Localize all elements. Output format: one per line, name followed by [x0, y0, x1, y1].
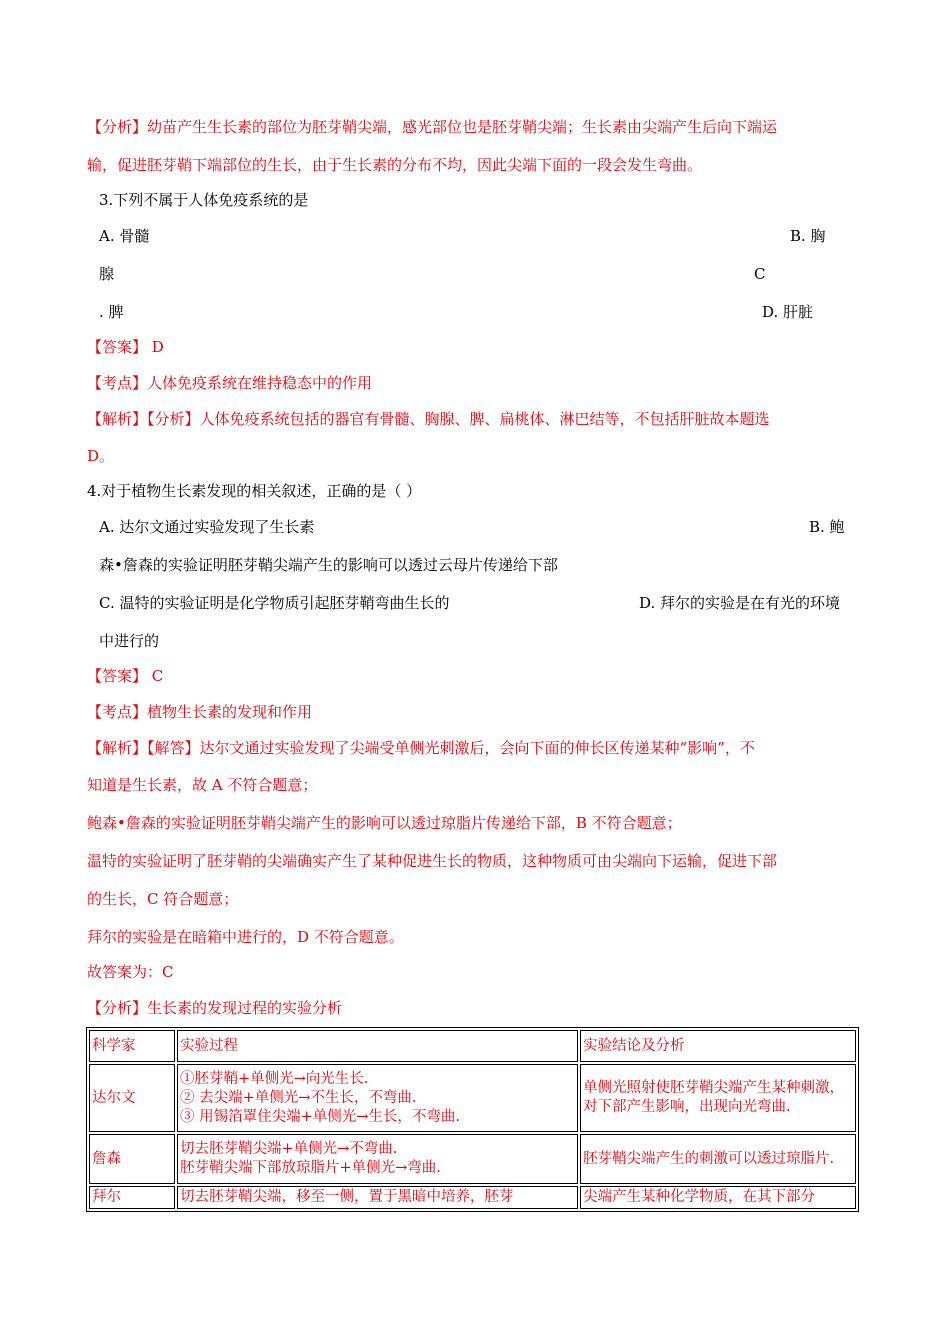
- process-step: ①胚芽鞘+单侧光→向光生长.: [180, 1070, 369, 1087]
- q4-knowledge-point: 【考点】植物生长素的发现和作用: [87, 703, 313, 721]
- q4-analysis-heading: 【分析】生长素的发现过程的实验分析: [87, 999, 343, 1017]
- header-scientist: 科学家: [89, 1030, 175, 1062]
- q4-option-c: C. 温特的实验证明是化学物质引起胚芽鞘弯曲生长的: [99, 594, 450, 612]
- process-step: 切去胚芽鞘尖端，移至一侧，置于黑暗中培养，胚芽: [180, 1189, 514, 1205]
- q4-explanation-line3: 鲍森•詹森的实验证明胚芽鞘尖端产生的影响可以透过琼脂片传递给下部，B 不符合题意；: [87, 814, 682, 832]
- q4-option-d-part2: 中进行的: [99, 632, 160, 650]
- q4-explanation-line6: 拜尔的实验是在暗箱中进行的，D 不符合题意。: [87, 928, 404, 946]
- q3-option-c-part2: . 脾: [99, 303, 124, 321]
- q3-option-b-part1: B. 胸: [790, 227, 826, 245]
- conclusion-cell: 尖端产生某种化学物质，在其下部分: [580, 1186, 856, 1209]
- q4-explanation-line4: 温特的实验证明了胚芽鞘的尖端确实产生了某种促进生长的物质，这种物质可由尖端向下运输，促进下部: [87, 852, 778, 870]
- q4-option-b-part2: 森•詹森的实验证明胚芽鞘尖端产生的影响可以透过云母片传递给下部: [99, 556, 558, 574]
- process-cell: [177, 1064, 578, 1132]
- table-row: [89, 1134, 856, 1184]
- table-row: [89, 1064, 856, 1132]
- q4-option-a: A. 达尔文通过实验发现了生长素: [99, 518, 315, 536]
- q4-option-b-part1: B. 鲍: [809, 518, 845, 536]
- q2-analysis-line1: 【分析】幼苗产生生长素的部位为胚芽鞘尖端，感光部位也是胚芽鞘尖端；生长素由尖端产生后向下端运: [87, 118, 778, 136]
- table-header-row: [89, 1030, 856, 1062]
- header-process: 实验过程: [177, 1030, 578, 1062]
- q4-explanation-line1: 【解析】【解答】达尔文通过实验发现了尖端受单侧光刺激后，会向下面的伸长区传递某种“影响”，不: [87, 739, 755, 757]
- q4-explanation-line5: 的生长，C 符合题意；: [87, 890, 239, 908]
- q3-stem: 3.下列不属于人体免疫系统的是: [99, 191, 309, 209]
- scientist-cell: 詹森: [89, 1134, 175, 1184]
- q3-explanation-line1: 【解析】【分析】人体免疫系统包括的器官有骨髓、胸腺、脾、扁桃体、淋巴结等，不包括肝脏故本题选: [87, 410, 770, 428]
- process-step: ③ 用锡箔罩住尖端+单侧光→生长，不弯曲.: [180, 1108, 461, 1125]
- scientist-cell: 达尔文: [89, 1064, 175, 1132]
- conclusion-cell: 单侧光照射使胚芽鞘尖端产生某种刺激，对下部产生影响，出现向光弯曲.: [580, 1064, 856, 1132]
- q3-knowledge-point: 【考点】人体免疫系统在维持稳态中的作用: [87, 374, 373, 392]
- q3-explanation-line2: D。: [87, 447, 115, 465]
- q4-stem: 4.对于植物生长素发现的相关叙述，正确的是（ ）: [87, 482, 422, 500]
- q2-analysis-line2: 输，促进胚芽鞘下端部位的生长，由于生长素的分布不均，因此尖端下面的一段会发生弯曲。: [87, 156, 703, 174]
- q3-option-a: A. 骨髓: [99, 227, 150, 245]
- process-step: 胚芽鞘尖端下部放琼脂片+单侧光→弯曲.: [180, 1160, 441, 1176]
- q4-answer: 【答案】 C: [87, 667, 164, 685]
- q3-option-d: D. 肝脏: [762, 303, 814, 321]
- q4-option-d-part1: D. 拜尔的实验是在有光的环境: [639, 594, 841, 612]
- process-step: 切去胚芽鞘尖端+单侧光→不弯曲.: [180, 1141, 398, 1157]
- q4-conclusion: 故答案为：C: [87, 963, 174, 981]
- header-conclusion: 实验结论及分析: [580, 1030, 856, 1062]
- table-row: [89, 1186, 856, 1209]
- process-cell: [177, 1134, 578, 1184]
- process-cell: [177, 1186, 578, 1209]
- conclusion-cell: 胚芽鞘尖端产生的刺激可以透过琼脂片.: [580, 1134, 856, 1184]
- q4-explanation-line2: 知道是生长素，故 A 不符合题意；: [87, 776, 318, 794]
- q3-option-c-part1: C: [754, 265, 766, 283]
- q3-answer: 【答案】 D: [87, 338, 164, 356]
- process-step: ② 去尖端+单侧光→不生长，不弯曲.: [180, 1089, 417, 1106]
- experiment-table: [86, 1027, 859, 1212]
- scientist-cell: 拜尔: [89, 1186, 175, 1209]
- q3-option-b-part2: 腺: [99, 265, 115, 283]
